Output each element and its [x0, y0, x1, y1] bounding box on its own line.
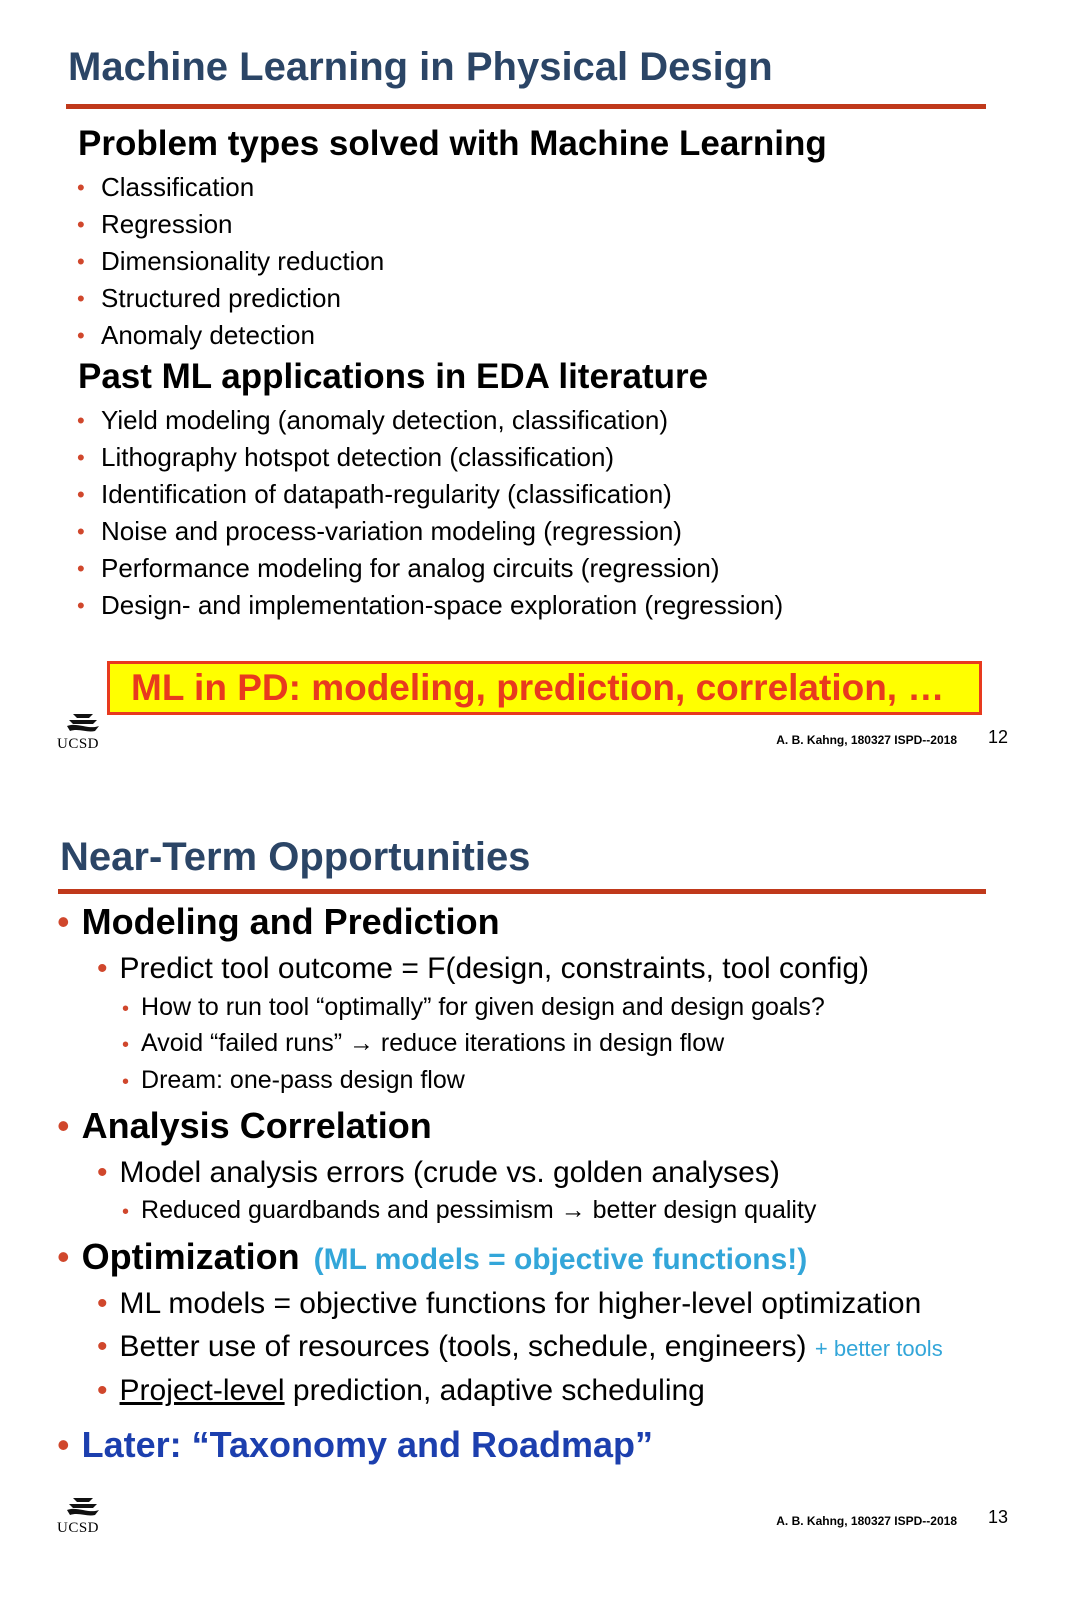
list-item: • Yield modeling (anomaly detection, classification) — [77, 405, 783, 442]
slide-title: Machine Learning in Physical Design — [68, 45, 773, 89]
bullet-optimization — [57, 1236, 807, 1278]
past-applications-list — [77, 405, 783, 627]
ucsd-logo — [57, 712, 107, 752]
list-item: • Lithography hotspot detection (classification) — [77, 442, 783, 479]
bullet-dot: • — [57, 901, 70, 942]
bullet-dot: • — [57, 1424, 70, 1465]
list-item: • Structured prediction — [77, 283, 384, 320]
list-item: • Dimensionality reduction — [77, 246, 384, 283]
bullet-text: Modeling and Prediction — [81, 901, 500, 942]
bullet-dot: • — [97, 1287, 108, 1320]
bullet-dot: • — [122, 998, 130, 1020]
bullet-dot: • — [97, 952, 108, 985]
logo-text: UCSD — [57, 736, 100, 752]
bullet-text: Predict tool outcome = F(design, constraints, tool config) — [119, 952, 870, 985]
bullet-dot: • — [57, 1236, 70, 1277]
list-item: • Anomaly detection — [77, 320, 384, 357]
title-rule — [66, 104, 986, 109]
better-tools-note: + better tools — [814, 1336, 943, 1361]
sub-bullet — [97, 1156, 780, 1190]
bullet-text: prediction, adaptive scheduling — [284, 1374, 705, 1407]
problem-types-list — [77, 172, 384, 357]
sub-bullet — [97, 952, 869, 986]
sub-sub-bullet — [122, 1196, 816, 1225]
slide-13 — [0, 800, 1067, 1600]
section-heading-past-applications: Past ML applications in EDA literature — [78, 357, 709, 396]
sub-bullet — [97, 1330, 943, 1364]
bullet-later — [57, 1424, 653, 1466]
sub-sub-bullet — [122, 993, 825, 1022]
list-item: • Design- and implementation-space exploration (regression) — [77, 590, 783, 627]
bullet-dot: • — [57, 1105, 70, 1146]
bullet-analysis-correlation — [57, 1105, 432, 1147]
bullet-dot: • — [122, 1201, 130, 1223]
bullet-text: ML models = objective functions for higher-level optimization — [119, 1287, 922, 1320]
slide-title: Near-Term Opportunities — [60, 835, 531, 879]
section-heading-problem-types: Problem types solved with Machine Learning — [78, 124, 827, 163]
bullet-text: Analysis Correlation — [81, 1105, 432, 1146]
bullet-modeling-prediction — [57, 901, 500, 943]
page-number: 12 — [988, 727, 1009, 747]
bullet-dot: • — [97, 1156, 108, 1189]
title-rule — [58, 889, 986, 894]
logo-text: UCSD — [57, 1520, 100, 1536]
list-item: • Identification of datapath-regularity (classification) — [77, 479, 783, 516]
list-item: • Noise and process-variation modeling (regression) — [77, 516, 783, 553]
sub-sub-bullet — [122, 1029, 724, 1058]
footer-author: A. B. Kahng, 180327 ISPD--2018 — [776, 1514, 957, 1528]
bullet-text: Dream: one-pass design flow — [141, 1066, 465, 1094]
bullet-text: How to run tool “optimally” for given design and design goals? — [141, 993, 825, 1021]
bullet-text: Reduced guardbands and pessimism → better design quality — [141, 1196, 817, 1224]
callout-box: ML in PD: modeling, prediction, correlation, … — [107, 661, 982, 715]
bullet-text: Model analysis errors (crude vs. golden analyses) — [119, 1156, 780, 1189]
bullet-dot: • — [122, 1034, 130, 1056]
bullet-text: Later: “Taxonomy and Roadmap” — [81, 1424, 654, 1465]
sub-bullet — [97, 1287, 921, 1321]
ucsd-trident-icon — [65, 1496, 101, 1518]
ucsd-logo — [57, 1496, 107, 1536]
bullet-dot: • — [122, 1071, 130, 1093]
sub-sub-bullet — [122, 1066, 465, 1095]
bullet-dot: • — [97, 1330, 108, 1363]
list-item: • Performance modeling for analog circuits (regression) — [77, 553, 783, 590]
bullet-text: Avoid “failed runs” → reduce iterations in design flow — [141, 1029, 725, 1057]
bullet-text: Optimization — [81, 1236, 300, 1277]
list-item: • Regression — [77, 209, 384, 246]
optimization-note: (ML models = objective functions!) — [313, 1243, 808, 1276]
bullet-dot: • — [97, 1374, 108, 1407]
bullet-text: Better use of resources (tools, schedule, engineers) — [119, 1330, 807, 1363]
sub-bullet — [97, 1374, 705, 1408]
list-item: • Classification — [77, 172, 384, 209]
page-number: 13 — [988, 1507, 1009, 1527]
underlined-text: Project-level — [119, 1374, 285, 1407]
footer-author: A. B. Kahng, 180327 ISPD--2018 — [776, 733, 957, 747]
ucsd-trident-icon — [65, 712, 101, 734]
